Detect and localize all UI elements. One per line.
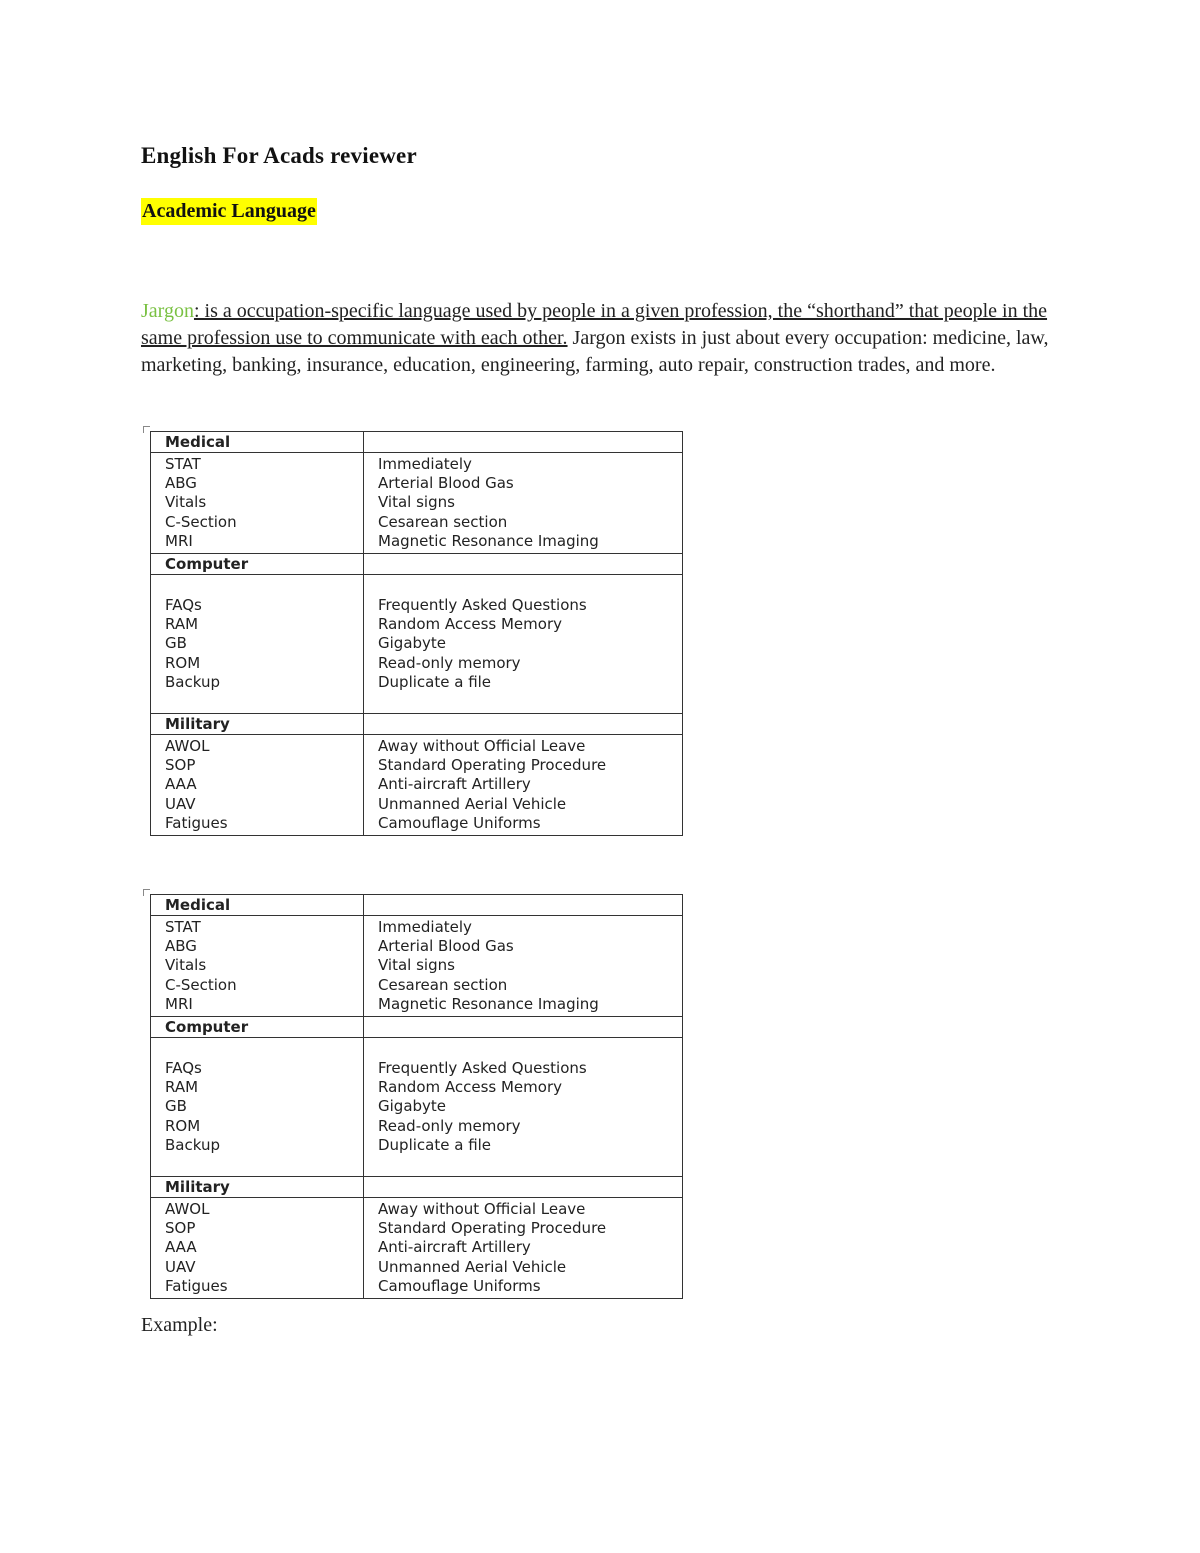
jargon-meaning: Random Access Memory	[378, 1078, 562, 1097]
category-name: Computer	[151, 554, 364, 575]
terms-cell	[151, 1198, 364, 1299]
terms-row	[151, 575, 683, 714]
jargon-meaning: Duplicate a file	[378, 672, 492, 691]
category-name: Medical	[151, 432, 364, 453]
category-empty-cell	[364, 714, 683, 735]
jargon-meaning: Vital signs	[378, 493, 455, 512]
jargon-meaning: Anti-aircraft Artillery	[378, 775, 531, 794]
category-row	[151, 1017, 683, 1038]
meanings-cell	[364, 453, 683, 554]
jargon-meaning: Unmanned Aerial Vehicle	[378, 1257, 567, 1276]
category-row	[151, 895, 683, 916]
terms-cell	[151, 575, 364, 714]
jargon-term: STAT	[165, 918, 201, 936]
category-empty-cell	[364, 895, 683, 916]
jargon-term: UAV	[165, 794, 196, 813]
terms-row	[151, 1198, 683, 1299]
jargon-meaning: Standard Operating Procedure	[378, 756, 607, 775]
jargon-term: GB	[165, 1097, 187, 1116]
terms-row	[151, 916, 683, 1017]
blank-line	[378, 577, 668, 596]
meanings-cell	[364, 575, 683, 714]
jargon-meaning: Arterial Blood Gas	[378, 937, 514, 956]
jargon-term: AWOL	[165, 1200, 210, 1219]
jargon-term: ROM	[165, 653, 201, 672]
jargon-table-image-1	[150, 431, 683, 836]
jargon-meaning: Gigabyte	[378, 1097, 447, 1116]
meanings-cell	[364, 1038, 683, 1177]
jargon-description: Jargon exists in just about every occupation: medicine, law, marketing, banking, insurance, education, engineering, farming, auto repair, construction trades, and more.	[141, 327, 1049, 376]
jargon-meaning: Vital signs	[378, 956, 455, 975]
jargon-meaning: Camouflage Uniforms	[378, 1276, 541, 1295]
terms-cell	[151, 453, 364, 554]
blank-line	[165, 692, 349, 711]
table-anchor-mark	[143, 889, 150, 896]
jargon-term: GB	[165, 634, 187, 653]
jargon-definition: : is a occupation-specific language used by people in a given profession, the “shorthand” that people in the same profession use to communicate with each other.	[141, 300, 1048, 349]
jargon-term: RAM	[165, 615, 199, 634]
terms-cell	[151, 916, 364, 1017]
jargon-term: Backup	[165, 1135, 220, 1154]
jargon-meaning: Read-only memory	[378, 653, 521, 672]
category-empty-cell	[364, 432, 683, 453]
jargon-meaning: Magnetic Resonance Imaging	[378, 531, 599, 550]
example-label: Example:	[141, 1314, 218, 1336]
jargon-term: AAA	[165, 775, 197, 794]
jargon-meaning: Standard Operating Procedure	[378, 1219, 607, 1238]
section-heading: Academic Language	[141, 198, 317, 225]
terms-cell	[151, 735, 364, 836]
jargon-term: AWOL	[165, 737, 210, 756]
category-empty-cell	[364, 1177, 683, 1198]
jargon-term: C-Section	[165, 512, 237, 531]
category-name: Military	[151, 714, 364, 735]
blank-line	[378, 1040, 668, 1059]
jargon-meaning: Away without Official Leave	[378, 737, 586, 756]
jargon-term: Jargon	[141, 300, 194, 322]
category-row	[151, 554, 683, 575]
jargon-term: FAQs	[165, 1059, 202, 1078]
jargon-term: UAV	[165, 1257, 196, 1276]
jargon-term: ROM	[165, 1116, 201, 1135]
jargon-meaning: Immediately	[378, 455, 472, 473]
document-title: English For Acads reviewer	[141, 143, 417, 168]
jargon-term: Vitals	[165, 956, 207, 975]
jargon-meaning: Arterial Blood Gas	[378, 474, 514, 493]
category-name: Medical	[151, 895, 364, 916]
blank-line	[378, 692, 668, 711]
jargon-meaning: Anti-aircraft Artillery	[378, 1238, 531, 1257]
category-row	[151, 432, 683, 453]
terms-row	[151, 1038, 683, 1177]
category-name: Military	[151, 1177, 364, 1198]
terms-row	[151, 735, 683, 836]
jargon-term: SOP	[165, 756, 196, 775]
jargon-term: AAA	[165, 1238, 197, 1257]
jargon-term: Fatigues	[165, 1276, 228, 1295]
category-name: Computer	[151, 1017, 364, 1038]
jargon-term: C-Section	[165, 975, 237, 994]
table-anchor-mark	[143, 426, 150, 433]
meanings-cell	[364, 916, 683, 1017]
jargon-meaning: Gigabyte	[378, 634, 447, 653]
category-row	[151, 714, 683, 735]
jargon-table-image-2	[150, 894, 683, 1299]
jargon-term: MRI	[165, 994, 193, 1013]
jargon-meaning: Magnetic Resonance Imaging	[378, 994, 599, 1013]
meanings-cell	[364, 735, 683, 836]
jargon-term: MRI	[165, 531, 193, 550]
blank-line	[378, 1155, 668, 1174]
jargon-term: RAM	[165, 1078, 199, 1097]
jargon-term: Vitals	[165, 493, 207, 512]
jargon-meaning: Duplicate a file	[378, 1135, 492, 1154]
jargon-term: ABG	[165, 474, 197, 493]
category-row	[151, 1177, 683, 1198]
terms-cell	[151, 1038, 364, 1177]
jargon-meaning: Camouflage Uniforms	[378, 813, 541, 832]
jargon-term: Fatigues	[165, 813, 228, 832]
jargon-meaning: Cesarean section	[378, 975, 508, 994]
jargon-term: SOP	[165, 1219, 196, 1238]
jargon-meaning: Read-only memory	[378, 1116, 521, 1135]
jargon-meaning: Away without Official Leave	[378, 1200, 586, 1219]
jargon-meaning: Unmanned Aerial Vehicle	[378, 794, 567, 813]
category-empty-cell	[364, 1017, 683, 1038]
jargon-term: STAT	[165, 455, 201, 473]
jargon-meaning: Frequently Asked Questions	[378, 596, 587, 615]
category-empty-cell	[364, 554, 683, 575]
jargon-meaning: Frequently Asked Questions	[378, 1059, 587, 1078]
terms-row	[151, 453, 683, 554]
jargon-term: FAQs	[165, 596, 202, 615]
blank-line	[165, 577, 349, 596]
blank-line	[165, 1155, 349, 1174]
blank-line	[165, 1040, 349, 1059]
jargon-definition-paragraph	[141, 298, 1061, 379]
jargon-term: ABG	[165, 937, 197, 956]
jargon-meaning: Immediately	[378, 918, 472, 936]
jargon-meaning: Random Access Memory	[378, 615, 562, 634]
meanings-cell	[364, 1198, 683, 1299]
jargon-term: Backup	[165, 672, 220, 691]
jargon-meaning: Cesarean section	[378, 512, 508, 531]
